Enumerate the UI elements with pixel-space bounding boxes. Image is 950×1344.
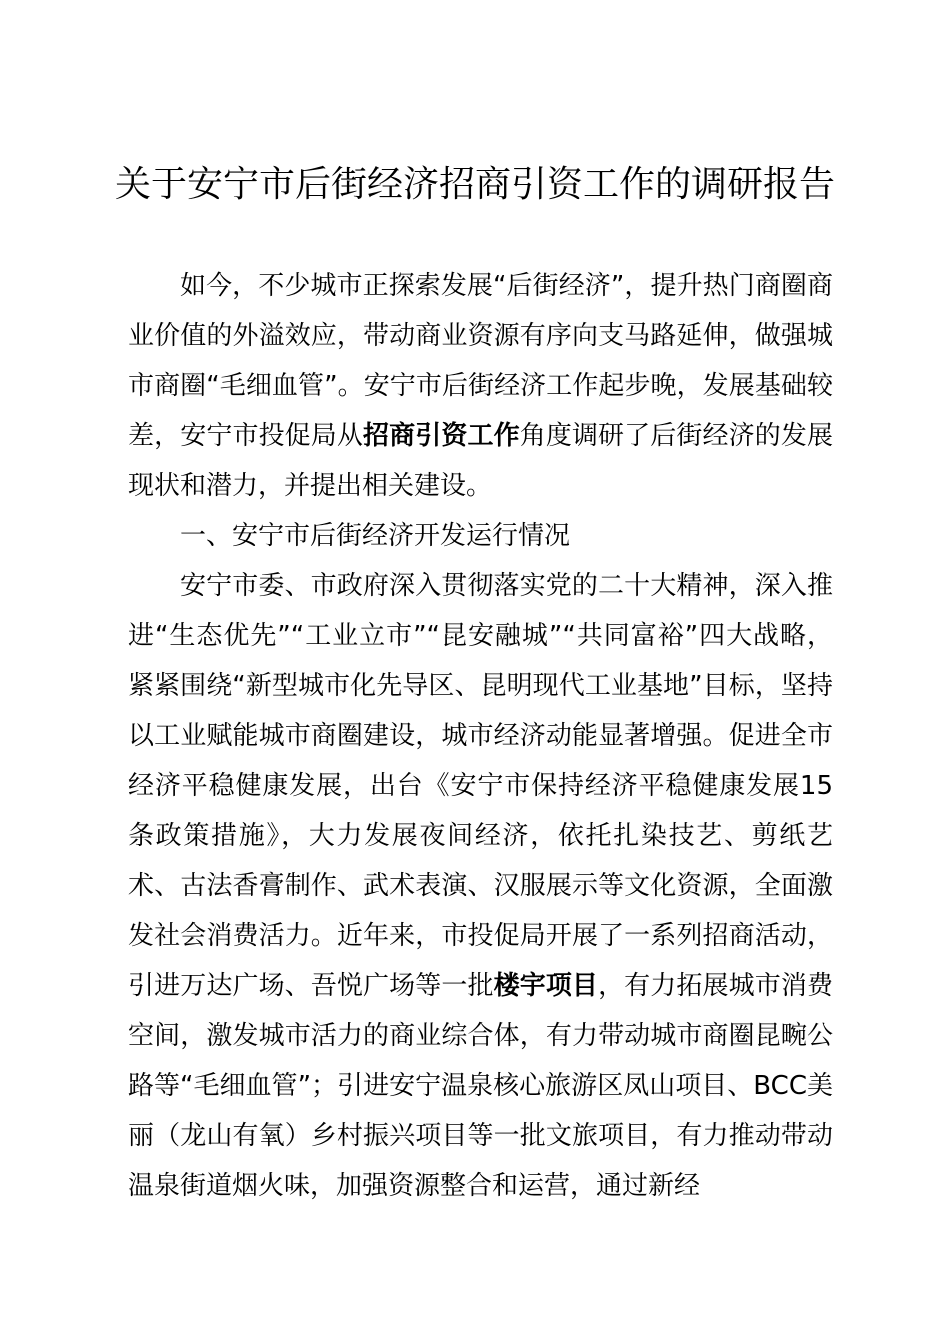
intro-text-1: 如今，不少城市正探索发展“后街经济”，提升热门商圈商业价值的外溢效应，带动商业资源有序向支马路延伸，做强城市商圈“毛细血管”。安宁市后街经济工作起步晚，发展基础较差，安宁市投促局从: [128, 271, 833, 451]
section-1-text-2: ，有力拓展城市消费空间，激发城市活力的商业综合体，有力带动城市商圈昆畹公路等“毛细血管”；引进安宁温泉核心旅游区凤山项目、BCC美丽（龙山有氧）乡村振兴项目等一批文旅项目，有力推动带动温泉街道烟火味，加强资源整合和运营，通过新经: [128, 971, 833, 1201]
document-title: 关于安宁市后街经济招商引资工作的调研报告: [114, 164, 835, 205]
intro-bold-phrase: 招商引资工作: [363, 421, 520, 451]
section-1-text-1: 安宁市委、市政府深入贯彻落实党的二十大精神，深入推进“生态优先”“工业立市”“昆安融城”“共同富裕”四大战略，紧紧围绕“新型城市化先导区、昆明现代工业基地”目标，坚持以工业赋能城市商圈建设，城市经济动能显著增强。促进全市经济平稳健康发展，出台《安宁市保持经济平稳健康发展15条政策措施》，大力发展夜间经济，依托扎染技艺、剪纸艺术、古法香膏制作、武术表演、汉服展示等文化资源，全面激发社会消费活力。近年来，市投促局开展了一系列招商活动，引进万达广场、吾悦广场等一批: [128, 571, 833, 1001]
intro-text-2: 角度调研了后街经济的发展现状和潜力，并提出相关建设。: [128, 421, 833, 501]
section-1-bold-phrase: 楼宇项目: [493, 971, 599, 1001]
document-body: [128, 261, 833, 1211]
section-1-paragraph: [128, 561, 833, 1211]
intro-paragraph: [128, 261, 833, 511]
section-1-heading: 一、安宁市后街经济开发运行情况: [180, 521, 571, 551]
